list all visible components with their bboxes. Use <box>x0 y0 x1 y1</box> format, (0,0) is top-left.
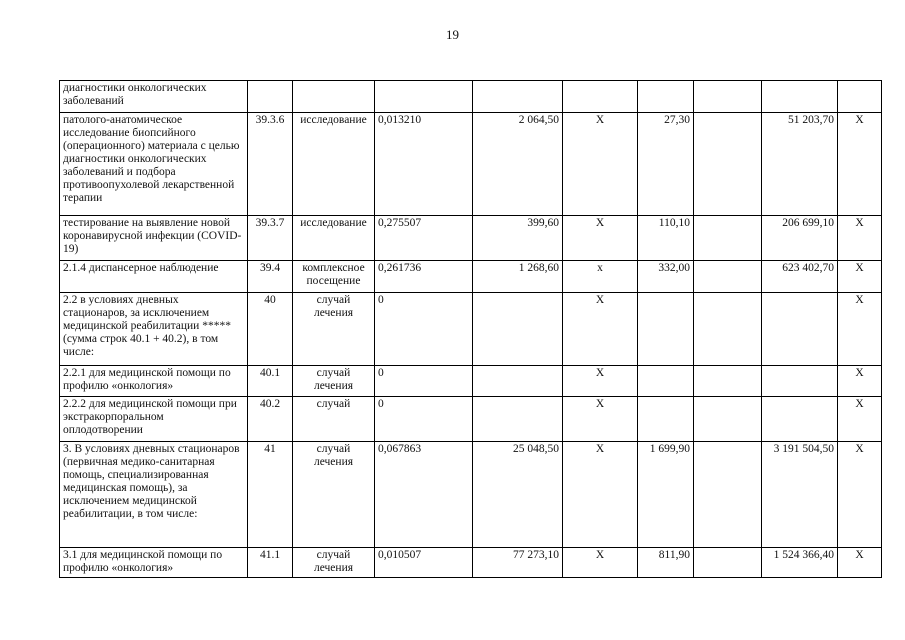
cell-per-capita: 110,10 <box>638 216 694 261</box>
cell-rate <box>375 81 473 113</box>
cell-total-budget-x: X <box>838 113 882 216</box>
cell-row-code: 40 <box>248 293 293 366</box>
cell-unit: случай лечения <box>293 366 375 397</box>
cell-row-code: 39.3.6 <box>248 113 293 216</box>
cell-budget-x: X <box>563 113 638 216</box>
cell-rate: 0 <box>375 366 473 397</box>
cell-rate: 0,067863 <box>375 442 473 548</box>
data-table <box>59 80 882 578</box>
cell-unit: случай лечения <box>293 442 375 548</box>
cell-total-budget-x: X <box>838 366 882 397</box>
cell-row-code: 40.1 <box>248 366 293 397</box>
cell-per-capita-budget <box>694 216 762 261</box>
table-row <box>60 113 882 216</box>
cell-cost: 77 273,10 <box>473 548 563 578</box>
cell-per-capita-budget <box>694 261 762 293</box>
cell-total <box>762 397 838 442</box>
cell-row-code: 39.3.7 <box>248 216 293 261</box>
cell-name: патолого-анатомическое исследование биопсийного (операционного) материала с целью диагностики онкологических заболеваний и подбора противоопухолевой лекарственной терапии <box>60 113 248 216</box>
cell-budget-x: X <box>563 293 638 366</box>
cell-name: 2.2.1 для медицинской помощи по профилю «онкология» <box>60 366 248 397</box>
cell-cost: 2 064,50 <box>473 113 563 216</box>
cell-total <box>762 293 838 366</box>
cell-cost <box>473 81 563 113</box>
cell-cost <box>473 293 563 366</box>
cell-cost: 25 048,50 <box>473 442 563 548</box>
cell-per-capita <box>638 397 694 442</box>
table-row <box>60 548 882 578</box>
cell-unit <box>293 81 375 113</box>
cell-total <box>762 366 838 397</box>
cell-total: 206 699,10 <box>762 216 838 261</box>
cell-unit: исследование <box>293 113 375 216</box>
cell-row-code: 41 <box>248 442 293 548</box>
cell-row-code <box>248 81 293 113</box>
cell-name: 3. В условиях дневных стационаров (первичная медико-санитарная помощь, специализированная медицинская помощь), за исключением медицинской реабилитации, в том числе: <box>60 442 248 548</box>
cell-total-budget-x <box>838 81 882 113</box>
cell-budget-x: X <box>563 366 638 397</box>
cell-total-budget-x: X <box>838 548 882 578</box>
table-row <box>60 397 882 442</box>
cell-budget-x <box>563 81 638 113</box>
cell-budget-x: X <box>563 397 638 442</box>
cell-rate: 0 <box>375 397 473 442</box>
cell-cost: 1 268,60 <box>473 261 563 293</box>
table-row <box>60 293 882 366</box>
cell-name: 2.2 в условиях дневных стационаров, за исключением медицинской реабилитации ***** (сумма строк 40.1 + 40.2), в том числе: <box>60 293 248 366</box>
cell-total-budget-x: X <box>838 397 882 442</box>
cell-unit: комплексное посещение <box>293 261 375 293</box>
cell-total: 51 203,70 <box>762 113 838 216</box>
cell-budget-x: X <box>563 548 638 578</box>
cell-per-capita-budget <box>694 293 762 366</box>
cell-per-capita-budget <box>694 366 762 397</box>
table-row <box>60 261 882 293</box>
cell-per-capita-budget <box>694 113 762 216</box>
cell-unit: случай лечения <box>293 548 375 578</box>
cell-per-capita: 332,00 <box>638 261 694 293</box>
cell-rate: 0,261736 <box>375 261 473 293</box>
cell-per-capita-budget <box>694 442 762 548</box>
table-row <box>60 216 882 261</box>
cell-name: диагностики онкологических заболеваний <box>60 81 248 113</box>
cell-total: 623 402,70 <box>762 261 838 293</box>
cell-name: 3.1 для медицинской помощи по профилю «онкология» <box>60 548 248 578</box>
cell-row-code: 39.4 <box>248 261 293 293</box>
cell-per-capita: 27,30 <box>638 113 694 216</box>
table-row <box>60 81 882 113</box>
cell-per-capita <box>638 366 694 397</box>
cell-cost <box>473 397 563 442</box>
cell-budget-x: x <box>563 261 638 293</box>
cell-rate: 0,013210 <box>375 113 473 216</box>
cell-unit: случай лечения <box>293 293 375 366</box>
cell-per-capita <box>638 293 694 366</box>
cell-rate: 0,010507 <box>375 548 473 578</box>
cell-per-capita <box>638 81 694 113</box>
cell-row-code: 40.2 <box>248 397 293 442</box>
cell-per-capita-budget <box>694 397 762 442</box>
cell-total-budget-x: X <box>838 293 882 366</box>
cell-name: 2.2.2 для медицинской помощи при экстракорпоральном оплодотворении <box>60 397 248 442</box>
cell-unit: исследование <box>293 216 375 261</box>
cell-per-capita-budget <box>694 81 762 113</box>
cell-cost: 399,60 <box>473 216 563 261</box>
table-row <box>60 442 882 548</box>
cell-rate: 0,275507 <box>375 216 473 261</box>
cell-budget-x: X <box>563 216 638 261</box>
cell-total-budget-x: X <box>838 442 882 548</box>
cell-total-budget-x: X <box>838 216 882 261</box>
cell-name: 2.1.4 диспансерное наблюдение <box>60 261 248 293</box>
cell-budget-x: X <box>563 442 638 548</box>
cell-per-capita: 811,90 <box>638 548 694 578</box>
page-number: 19 <box>446 27 459 42</box>
cell-unit: случай <box>293 397 375 442</box>
cell-name: тестирование на выявление новой коронавирусной инфекции (COVID-19) <box>60 216 248 261</box>
cell-per-capita: 1 699,90 <box>638 442 694 548</box>
cell-total: 1 524 366,40 <box>762 548 838 578</box>
cell-rate: 0 <box>375 293 473 366</box>
cell-row-code: 41.1 <box>248 548 293 578</box>
cell-total: 3 191 504,50 <box>762 442 838 548</box>
cell-total-budget-x: X <box>838 261 882 293</box>
cell-total <box>762 81 838 113</box>
cell-per-capita-budget <box>694 548 762 578</box>
table-row <box>60 366 882 397</box>
cell-cost <box>473 366 563 397</box>
